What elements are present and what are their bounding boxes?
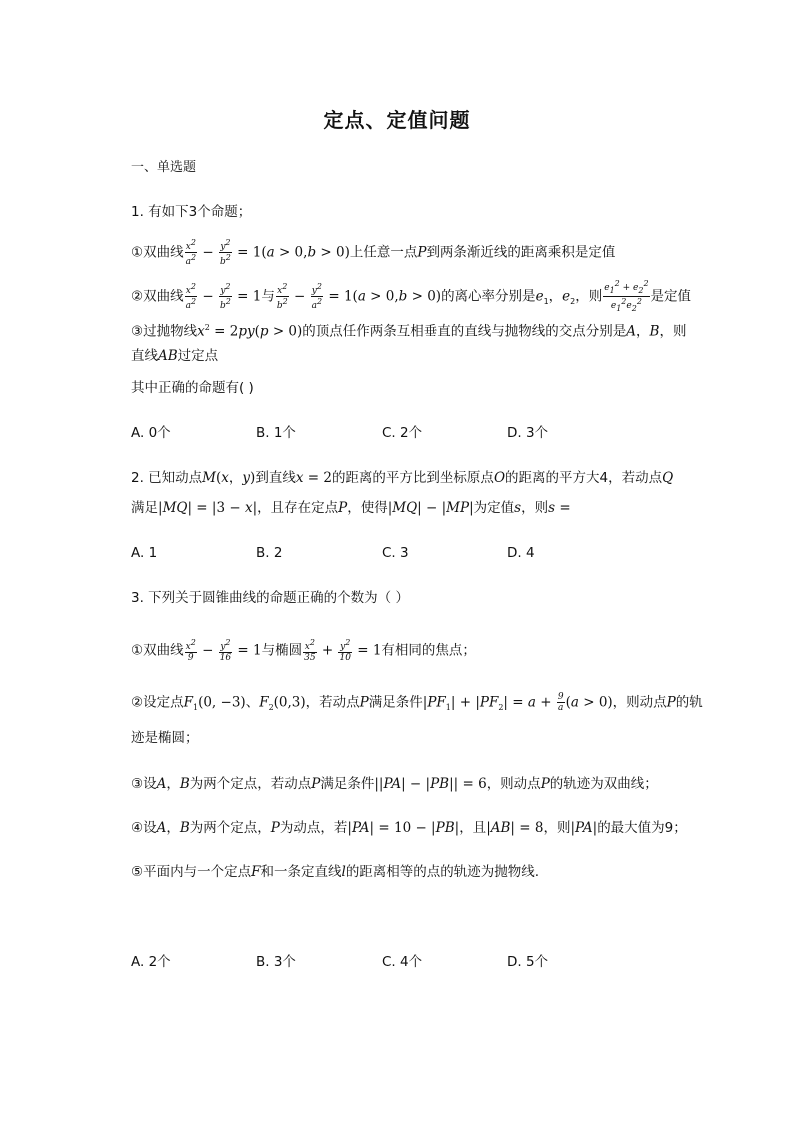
page-title: 定点、定值问题: [323, 108, 471, 132]
q2-option-d: D. 4: [507, 545, 535, 561]
q1-statement-3-cont: 直线AB过定点: [131, 348, 219, 364]
q2-option-c: C. 3: [382, 545, 409, 561]
q3-statement-4: ④设A，B为两个定点，P为动点，若|PA| = 10 − |PB|，且|AB| = 8，则|PA|的最大值为9；: [131, 820, 687, 836]
q3-statement-1: ①双曲线 $\frac{x^2}{9}$ − $\frac{y^2}{16}$ = 1与椭圆 $\frac{x^2}{35}$ + $\frac{y^2}{10}$ = 1有相同的焦点；: [131, 638, 476, 663]
q3-statement-3: ③设A，B为两个定点，若动点P满足条件||PA| − |PB|| = 6，则动点P的轨迹为双曲线；: [131, 776, 658, 792]
q2-stem: 2. 已知动点M(x，y)到直线x = 2的距离的平方比到坐标原点O的距离的平方大4，若动点Q: [131, 470, 674, 486]
q1-statement-3: ③过抛物线$x^2 = 2py(p > 0)$的顶点任作两条互相垂直的直线与抛物线的交点分别是A，B，则: [131, 323, 687, 340]
q3-option-a: A. 2个: [131, 954, 171, 970]
q1-option-c: C. 2个: [382, 425, 423, 441]
q3-option-d: D. 5个: [507, 954, 549, 970]
q1-statement-2: ②双曲线 $\frac{x^2}{a^2}$ − $\frac{y^2}{b^2}$ = 1与 $\frac{x^2}{b^2}$ − $\frac{y^2}{a^2}$ = 1(a > 0,b > 0)的离心率分别是$e_1$，$e_2$，则 $\frac{e_1^2 + e_2^2}{e_1^2e_2^2}$ 是定值: [131, 279, 692, 313]
q1-option-a: A. 0个: [131, 425, 171, 441]
q1-statement-1: ①双曲线 $\frac{x^2}{a^2}$ − $\frac{y^2}{b^2}$ = 1(a > 0,b > 0)上任意一点P到两条渐近线的距离乘积是定值: [131, 238, 616, 267]
q2-stem-cont: 满足|MQ| = |3 − x|，且存在定点P，使得|MQ| − |MP|为定值s，则s =: [131, 500, 571, 516]
q2-option-a: A. 1: [131, 545, 158, 561]
q3-statement-5: ⑤平面内与一个定点F和一条定直线l的距离相等的点的轨迹为抛物线.: [131, 864, 540, 880]
q3-statement-2: ②设定点$F_1(0$, −3)、$F_2(0,3)$，若动点P满足条件$|PF_1| + |PF_2| = a$ + $\frac{9}{a}$ (a > 0)，则动点P的轨: [131, 692, 703, 713]
section-heading: 一、单选题: [131, 160, 197, 175]
q3-stem: 3. 下列关于圆锥曲线的命题正确的个数为（ ）: [131, 590, 409, 606]
q3-statement-2-cont: 迹是椭圆；: [131, 730, 199, 746]
q1-option-d: D. 3个: [507, 425, 549, 441]
q3-option-b: B. 3个: [256, 954, 296, 970]
q1-ask: 其中正确的命题有( ): [131, 380, 254, 396]
q1-option-b: B. 1个: [256, 425, 296, 441]
q3-option-c: C. 4个: [382, 954, 423, 970]
q1-stem: 1. 有如下3个命题；: [131, 204, 252, 220]
q2-option-b: B. 2: [256, 545, 283, 561]
